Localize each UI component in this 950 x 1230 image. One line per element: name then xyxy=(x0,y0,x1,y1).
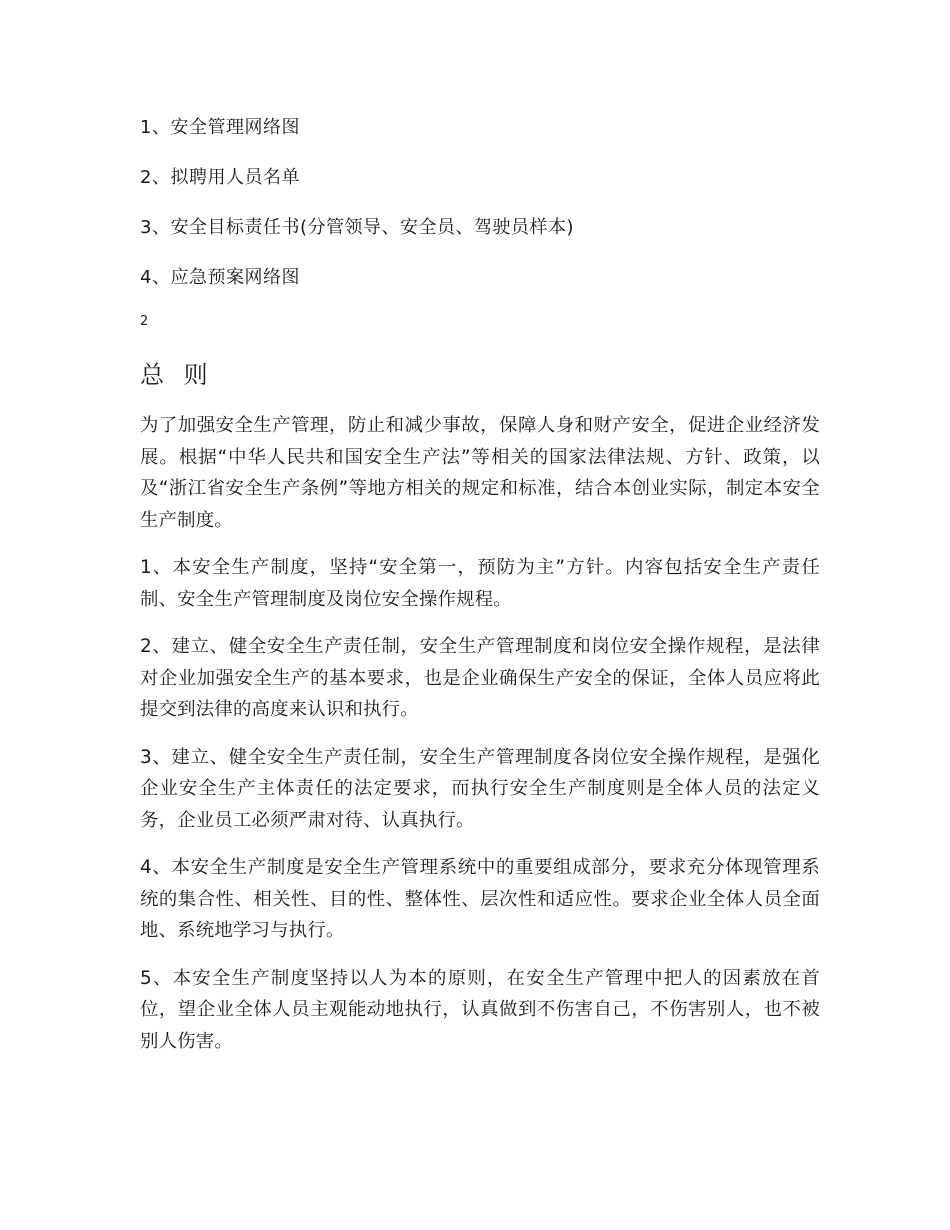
attachment-item-4: 4、应急预案网络图 xyxy=(140,267,300,288)
clause-2-paragraph: 2、建立、健全安全生产责任制，安全生产管理制度和岗位安全操作规程，是法律对企业加强安全生产的基本要求，也是企业确保生产安全的保证，全体人员应将此提交到法律的高度来认识和执行。 xyxy=(140,636,820,720)
section-heading: 总 则 xyxy=(140,361,214,389)
clause-1-paragraph: 1、本安全生产制度，坚持“安全第一，预防为主”方针。内容包括安全生产责任制、安全生产管理制度及岗位安全操作规程。 xyxy=(140,557,820,610)
attachment-item-1: 1、安全管理网络图 xyxy=(140,117,300,138)
intro-paragraph: 为了加强安全生产管理，防止和减少事故，保障人身和财产安全，促进企业经济发展。根据“中华人民共和国安全生产法”等相关的国家法律法规、方针、政策，以及“浙江省安全生产条例”等地方相关的规定和标准，结合本创业实际，制定本安全生产制度。 xyxy=(140,415,820,531)
attachment-item-3: 3、安全目标责任书(分管领导、安全员、驾驶员样本) xyxy=(140,217,574,238)
clause-3-paragraph: 3、建立、健全安全生产责任制，安全生产管理制度各岗位安全操作规程，是强化企业安全生产主体责任的法定要求，而执行安全生产制度则是全体人员的法定义务，企业员工必须严肃对待、认真执行。 xyxy=(140,746,820,831)
attachment-item-2: 2、拟聘用人员名单 xyxy=(140,167,300,188)
body-text xyxy=(140,410,820,1057)
document-page xyxy=(140,112,820,1073)
attachment-list xyxy=(140,112,820,294)
page-number: 2 xyxy=(140,314,149,329)
clause-4-paragraph: 4、本安全生产制度是安全生产管理系统中的重要组成部分，要求充分体现管理系统的集合性、相关性、目的性、整体性、层次性和适应性。要求企业全体人员全面地、系统地学习与执行。 xyxy=(140,857,820,941)
clause-5-paragraph: 5、本安全生产制度坚持以人为本的原则，在安全生产管理中把人的因素放在首位，望企业全体人员主观能动地执行，认真做到不伤害自己，不伤害别人，也不被别人伤害。 xyxy=(140,967,820,1052)
